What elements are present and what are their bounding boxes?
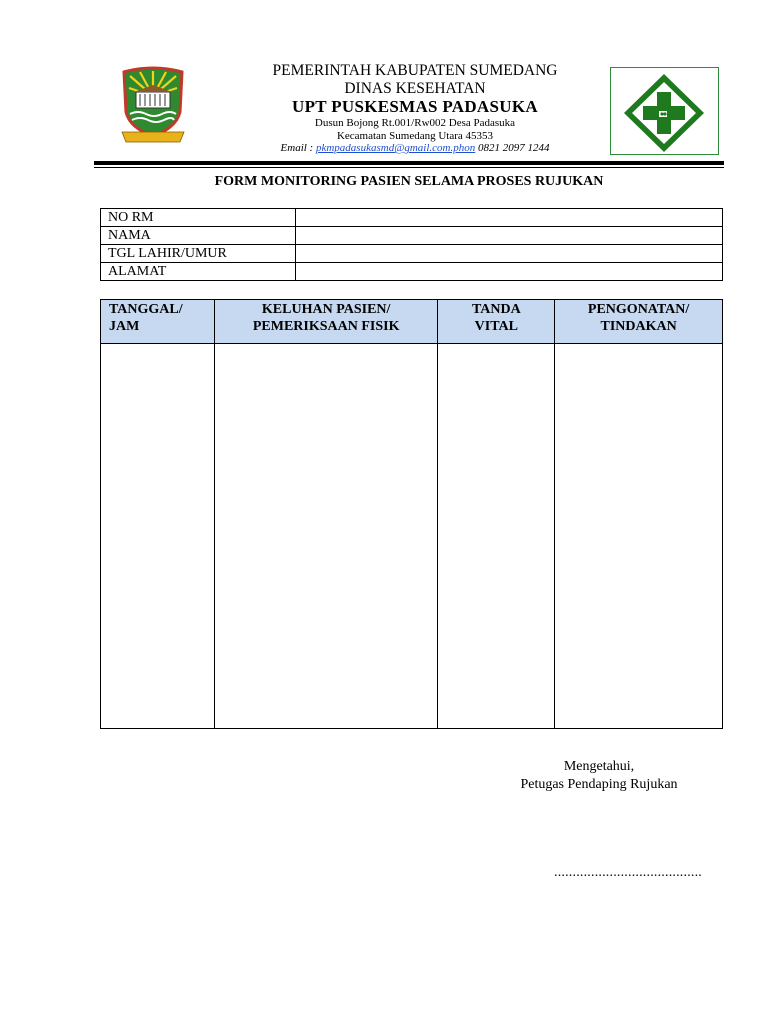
form-title: FORM MONITORING PASIEN SELAMA PROSES RUJUKAN	[214, 174, 604, 189]
signature-role: Petugas Pendaping Rujukan	[520, 777, 678, 792]
cell-tanda-vital[interactable]	[438, 344, 555, 729]
column-header-keluhan: KELUHAN PASIEN/ PEMERIKSAAN FISIK	[214, 300, 438, 344]
sumedang-regency-emblem-icon	[120, 66, 186, 148]
signature-name-line[interactable]: ........................................	[554, 865, 702, 880]
patient-identity-table	[100, 208, 723, 281]
table-row	[101, 245, 723, 263]
cell-tindakan[interactable]	[555, 344, 723, 729]
signature-acknowledged: Mengetahui,	[563, 759, 635, 774]
field-value-alamat[interactable]	[296, 263, 723, 281]
email-link[interactable]: pkmpadasukasmd@gmail.com.phon	[315, 142, 476, 154]
puskesmas-logo	[610, 67, 719, 155]
cell-tanggal[interactable]	[101, 344, 215, 729]
header-divider-thick	[94, 161, 724, 165]
field-label-no-rm: NO RM	[101, 209, 296, 227]
table-row	[101, 263, 723, 281]
field-label-nama: NAMA	[101, 227, 296, 245]
table-row	[101, 227, 723, 245]
department-name: DINAS KESEHATAN	[344, 80, 486, 97]
contact-line	[240, 142, 590, 154]
field-label-tgl-lahir: TGL LAHIR/UMUR	[101, 245, 296, 263]
email-label: Email :	[280, 142, 316, 154]
address-line-2: Kecamatan Sumedang Utara 45353	[336, 130, 494, 142]
address-line-1: Dusun Bojong Rt.001/Rw002 Desa Padasuka	[314, 117, 516, 129]
puskesmas-green-cross-icon	[611, 68, 718, 154]
column-header-pengobatan: PENGONATAN/ TINDAKAN	[555, 300, 723, 344]
field-value-no-rm[interactable]	[296, 209, 723, 227]
table-row	[101, 209, 723, 227]
government-name: PEMERINTAH KABUPATEN SUMEDANG	[272, 62, 558, 79]
header-divider-thin	[94, 167, 724, 168]
monitoring-table	[100, 299, 723, 729]
field-label-alamat: ALAMAT	[101, 263, 296, 281]
field-value-nama[interactable]	[296, 227, 723, 245]
table-header-row	[101, 300, 723, 344]
phone-number: 0821 2097 1244	[475, 142, 550, 154]
unit-name: UPT PUSKESMAS PADASUKA	[292, 97, 538, 116]
column-header-tanggal: TANGGAL/ JAM	[101, 300, 215, 344]
field-value-tgl-lahir[interactable]	[296, 245, 723, 263]
column-header-tanda-vital: TANDA VITAL	[438, 300, 555, 344]
table-row	[101, 344, 723, 729]
cell-keluhan[interactable]	[214, 344, 438, 729]
